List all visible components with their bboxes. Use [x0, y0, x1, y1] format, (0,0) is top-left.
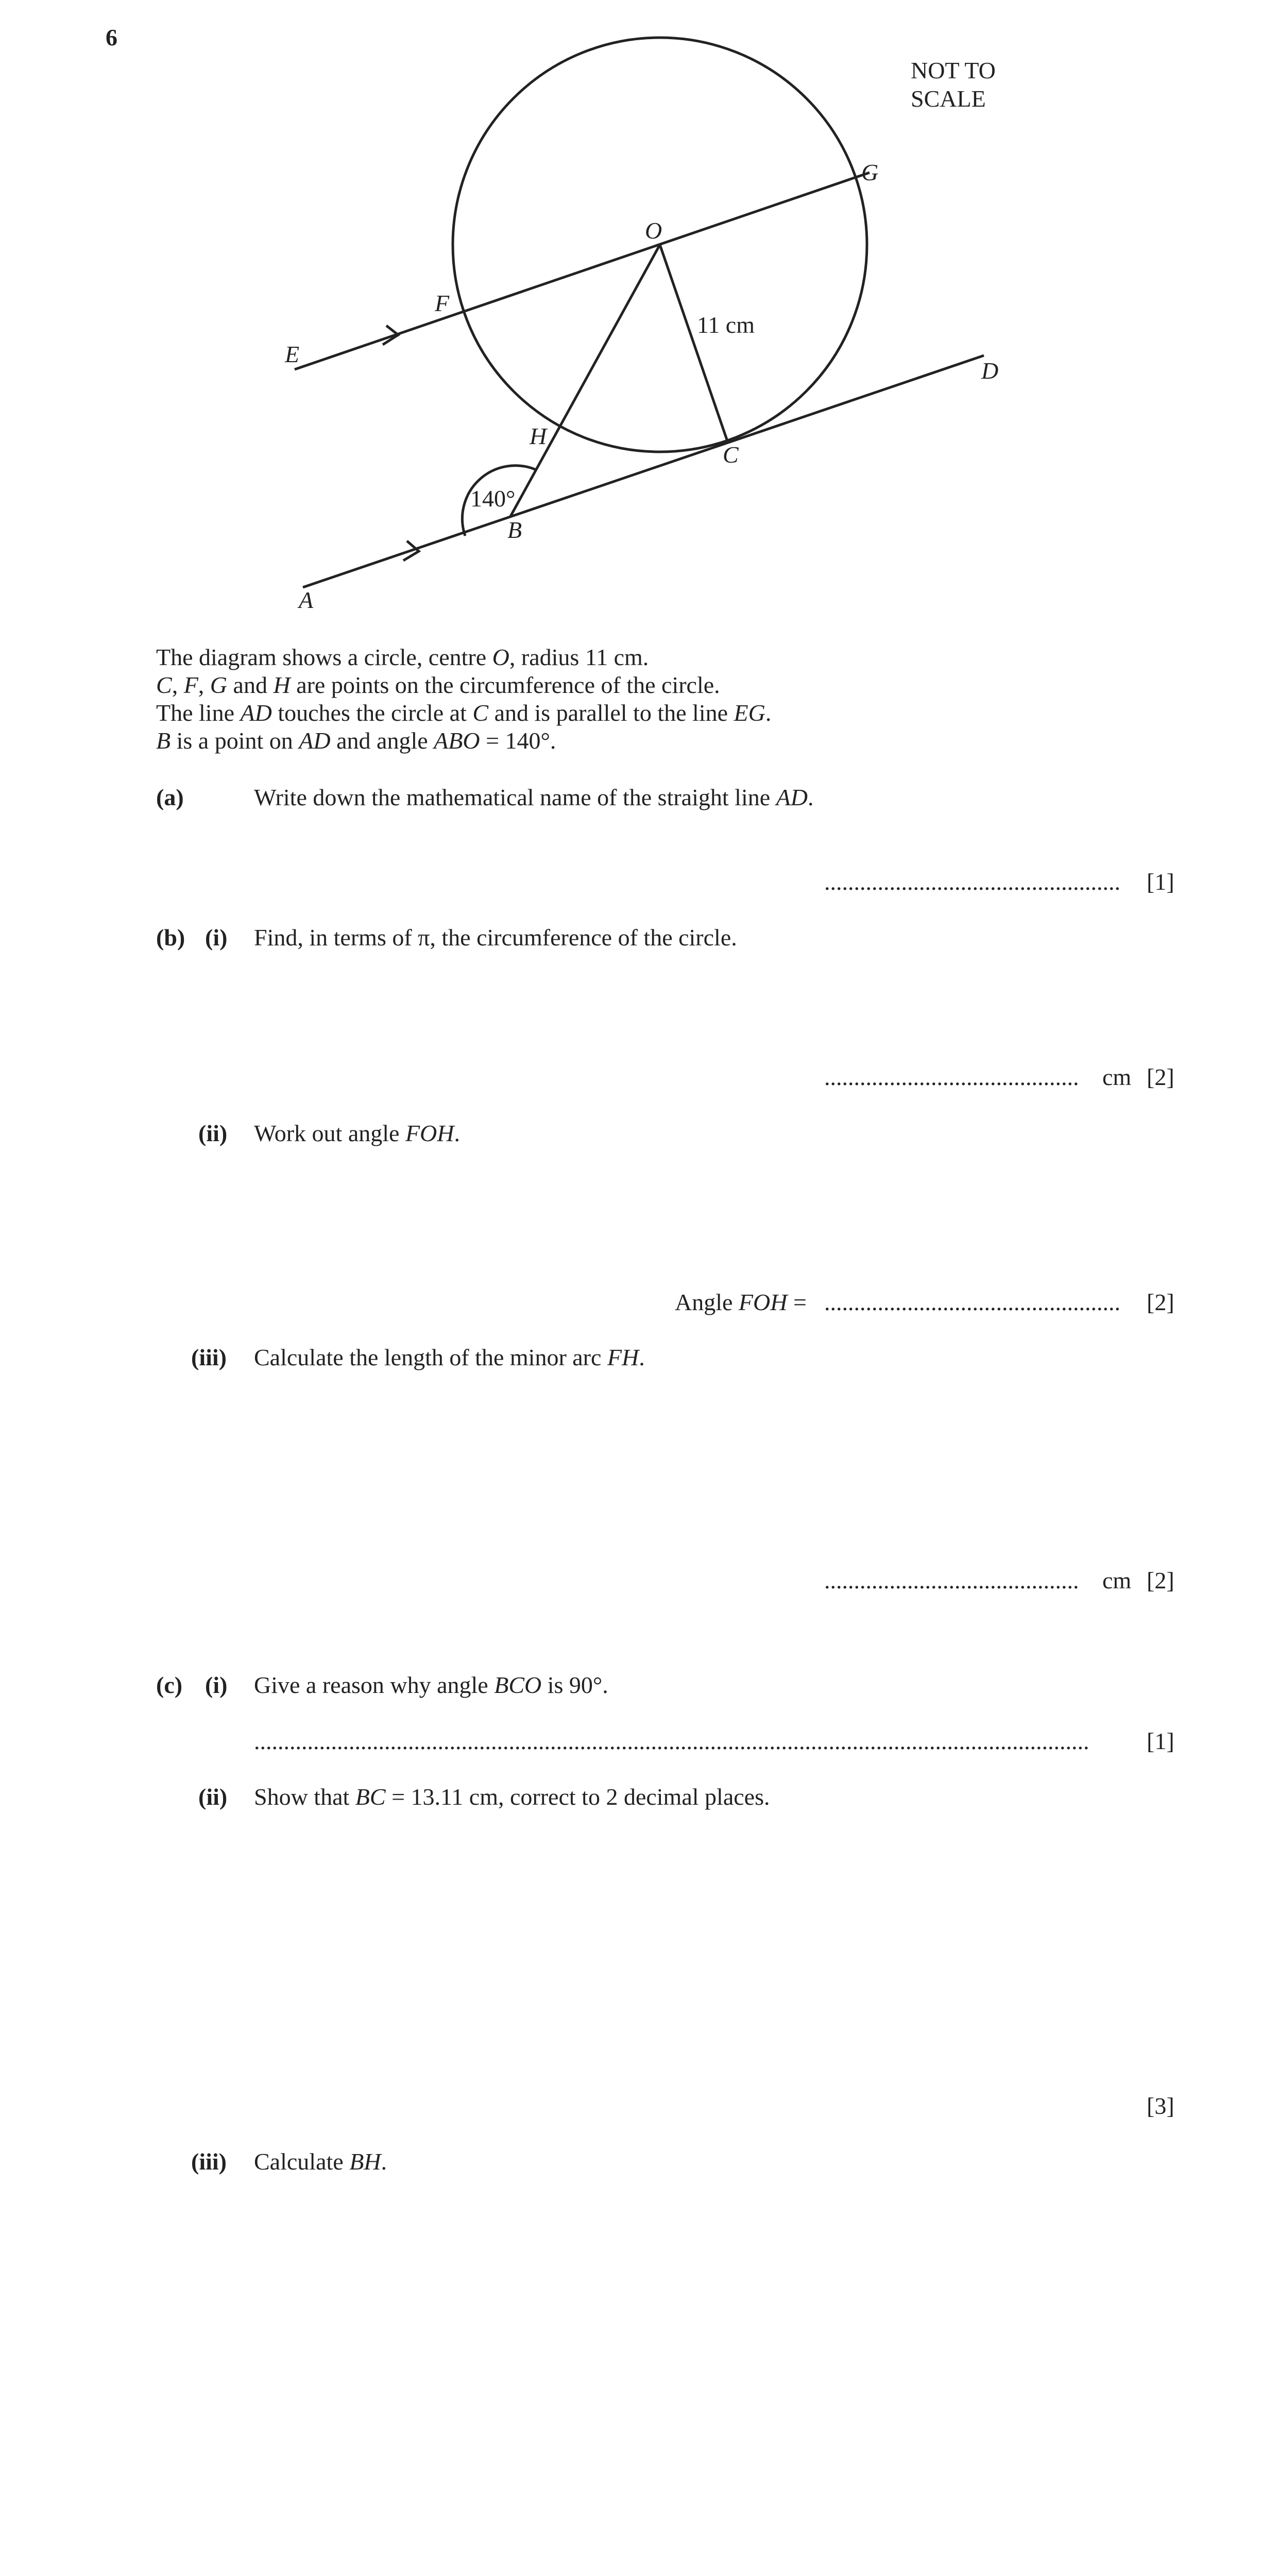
- part-b-i-marks: [2]: [1147, 1064, 1174, 1090]
- part-b-ii-marks: [2]: [1147, 1289, 1174, 1315]
- question-number: 6: [106, 24, 117, 50]
- segment-OC: [660, 245, 727, 441]
- intro-line-1: The diagram shows a circle, centre O, radius 11 cm.: [156, 644, 649, 670]
- part-c-iii-question: Calculate BH.: [254, 2148, 387, 2175]
- label-E: E: [285, 341, 300, 367]
- intro-line-3: The line AD touches the circle at C and is parallel to the line EG.: [156, 700, 772, 726]
- part-b-iii-answer-line[interactable]: ...........................................: [824, 1567, 1079, 1594]
- circle-diagram: [0, 0, 1278, 649]
- intro-line-4: B is a point on AD and angle ABO = 140°.: [156, 727, 556, 754]
- radius-label: 11 cm: [697, 312, 755, 338]
- part-b-i-unit: cm: [1102, 1064, 1132, 1090]
- part-a-answer-line[interactable]: ..................................................: [824, 869, 1120, 895]
- part-b-iii-unit: cm: [1102, 1567, 1132, 1594]
- part-b-i-question: Find, in terms of π, the circumference of the circle.: [254, 924, 737, 951]
- part-c-ii-label: (ii): [198, 1784, 228, 1810]
- part-b-i-answer-line[interactable]: ...........................................: [824, 1064, 1079, 1090]
- part-c-i-label: (i): [205, 1672, 228, 1698]
- label-O: O: [645, 217, 662, 244]
- not-to-scale-line2: SCALE: [911, 86, 986, 112]
- part-a-question: Write down the mathematical name of the straight line AD.: [254, 784, 814, 810]
- part-c-label: (c): [156, 1672, 183, 1698]
- label-B: B: [507, 517, 522, 543]
- segment-OB: [510, 245, 660, 517]
- label-A: A: [299, 587, 314, 613]
- line-AD: [303, 355, 984, 587]
- label-C: C: [723, 442, 739, 468]
- part-b-ii-label: (ii): [198, 1120, 228, 1146]
- part-b-iii-marks: [2]: [1147, 1567, 1174, 1594]
- part-b-ii-answer-line[interactable]: ..................................................: [824, 1289, 1120, 1315]
- label-H: H: [530, 423, 547, 449]
- part-c-i-answer-line[interactable]: .............................................................................................................................................: [254, 1728, 1089, 1754]
- angle-label: 140°: [470, 485, 516, 512]
- part-b-ii-question: Work out angle FOH.: [254, 1120, 460, 1146]
- line-EG: [295, 173, 870, 369]
- part-c-i-marks: [1]: [1147, 1728, 1174, 1754]
- label-G: G: [861, 159, 879, 185]
- part-c-iii-label: (iii): [191, 2148, 227, 2175]
- parallel-arrow-EG: [383, 326, 398, 345]
- part-c-i-question: Give a reason why angle BCO is 90°.: [254, 1672, 608, 1698]
- part-a-label: (a): [156, 784, 184, 810]
- part-c-ii-question: Show that BC = 13.11 cm, correct to 2 decimal places.: [254, 1784, 770, 1810]
- part-b-iii-question: Calculate the length of the minor arc FH.: [254, 1344, 645, 1370]
- part-c-ii-marks: [3]: [1147, 2093, 1174, 2119]
- part-b-label: (b): [156, 924, 185, 951]
- part-b-ii-answer-label: Angle FOH =: [675, 1289, 807, 1315]
- not-to-scale-line1: NOT TO: [911, 57, 996, 83]
- part-a-marks: [1]: [1147, 869, 1174, 895]
- intro-line-2: C, F, G and H are points on the circumference of the circle.: [156, 672, 720, 698]
- part-b-iii-label: (iii): [191, 1344, 227, 1370]
- label-D: D: [981, 358, 999, 384]
- part-b-i-label: (i): [205, 924, 228, 951]
- label-F: F: [435, 290, 450, 316]
